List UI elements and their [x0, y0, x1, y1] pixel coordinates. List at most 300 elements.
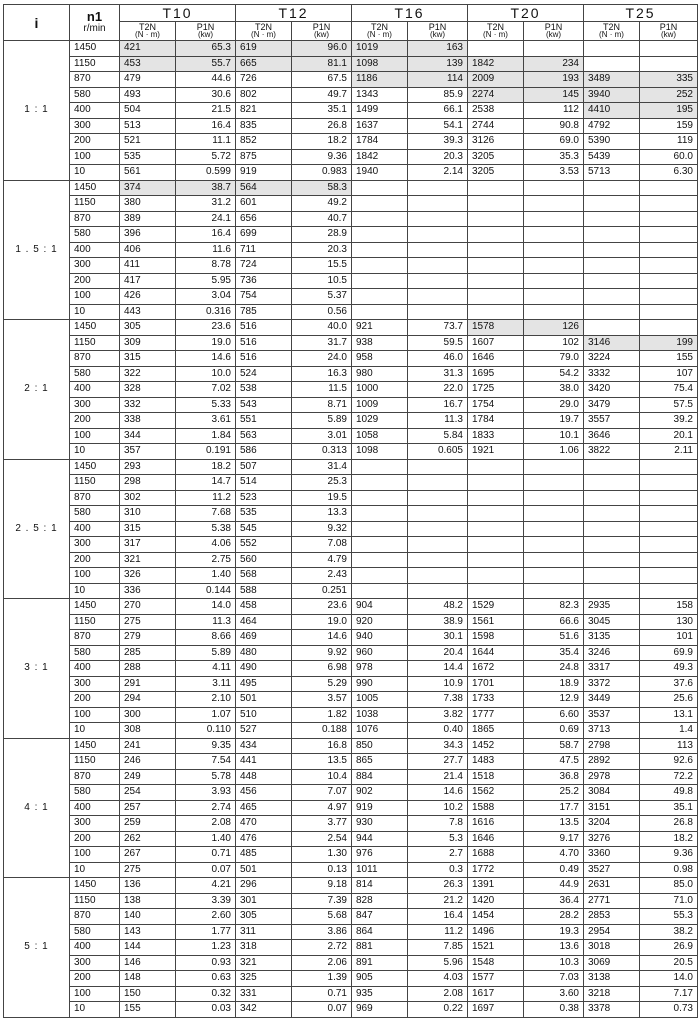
power-cell: 145	[524, 87, 584, 103]
power-cell: 26.8	[640, 816, 698, 832]
power-cell: 155	[640, 351, 698, 367]
torque-cell: 881	[352, 940, 408, 956]
speed-cell: 1150	[70, 335, 120, 351]
power-unit: (kw)	[429, 30, 446, 39]
torque-cell: 1725	[468, 382, 524, 398]
power-cell: 25.3	[292, 475, 352, 491]
power-cell: 0.07	[176, 862, 236, 878]
power-cell: 14.0	[640, 971, 698, 987]
torque-cell: 3537	[584, 707, 640, 723]
table-row	[4, 397, 698, 413]
power-cell: 58.3	[292, 180, 352, 196]
power-cell: 11.2	[408, 924, 468, 940]
power-cell: 28.2	[524, 909, 584, 925]
torque-cell: 270	[120, 599, 176, 615]
torque-cell	[468, 273, 524, 289]
power-cell	[524, 568, 584, 584]
power-unit: (kw)	[197, 30, 214, 39]
torque-cell: 305	[236, 909, 292, 925]
power-cell: 3.93	[176, 785, 236, 801]
power-cell: 82.3	[524, 599, 584, 615]
speed-cell: 580	[70, 366, 120, 382]
power-cell: 10.3	[524, 955, 584, 971]
power-cell: 23.6	[292, 599, 352, 615]
torque-cell: 443	[120, 304, 176, 320]
torque-cell: 552	[236, 537, 292, 553]
torque-cell	[468, 180, 524, 196]
torque-cell: 305	[120, 320, 176, 336]
speed-cell: 1450	[70, 320, 120, 336]
speed-cell: 1150	[70, 614, 120, 630]
table-row	[4, 1002, 698, 1018]
power-cell: 11.1	[176, 134, 236, 150]
table-row	[4, 645, 698, 661]
table-row	[4, 661, 698, 677]
power-cell: 112	[524, 103, 584, 119]
torque-cell: 1695	[468, 366, 524, 382]
power-cell: 85.0	[640, 878, 698, 894]
power-cell: 19.3	[524, 924, 584, 940]
power-cell: 0.144	[176, 583, 236, 599]
torque-cell: 3126	[468, 134, 524, 150]
torque-cell: 296	[236, 878, 292, 894]
power-cell: 31.3	[408, 366, 468, 382]
power-cell: 71.0	[640, 893, 698, 909]
power-cell: 5.84	[408, 428, 468, 444]
torque-cell: 3224	[584, 351, 640, 367]
torque-cell	[584, 180, 640, 196]
power-cell: 1.84	[176, 428, 236, 444]
power-cell: 35.4	[524, 645, 584, 661]
header-row-models	[4, 5, 698, 22]
table-row	[4, 134, 698, 150]
power-cell: 54.2	[524, 366, 584, 382]
torque-cell: 1038	[352, 707, 408, 723]
torque-cell: 560	[236, 552, 292, 568]
torque-cell: 1754	[468, 397, 524, 413]
power-cell	[408, 490, 468, 506]
power-cell: 7.54	[176, 754, 236, 770]
table-row	[4, 490, 698, 506]
speed-cell: 10	[70, 444, 120, 460]
torque-cell: 3151	[584, 800, 640, 816]
torque-unit: (N · m)	[251, 30, 276, 39]
power-cell: 16.8	[292, 738, 352, 754]
speed-cell: 300	[70, 258, 120, 274]
torque-cell: 464	[236, 614, 292, 630]
torque-cell	[584, 568, 640, 584]
power-cell: 4.21	[176, 878, 236, 894]
torque-cell: 1452	[468, 738, 524, 754]
power-cell	[524, 475, 584, 491]
table-row	[4, 242, 698, 258]
power-cell: 2.60	[176, 909, 236, 925]
torque-cell: 978	[352, 661, 408, 677]
torque-cell: 754	[236, 289, 292, 305]
torque-cell: 308	[120, 723, 176, 739]
power-cell: 21.2	[408, 893, 468, 909]
power-cell: 7.39	[292, 893, 352, 909]
torque-cell: 1009	[352, 397, 408, 413]
torque-cell: 136	[120, 878, 176, 894]
speed-cell: 300	[70, 118, 120, 134]
torque-cell: 338	[120, 413, 176, 429]
torque-cell: 275	[120, 862, 176, 878]
torque-cell	[584, 459, 640, 475]
power-cell: 0.71	[176, 847, 236, 863]
torque-cell: 3449	[584, 692, 640, 708]
speed-cell: 580	[70, 924, 120, 940]
power-cell: 9.35	[176, 738, 236, 754]
torque-cell: 1784	[468, 413, 524, 429]
power-cell	[408, 258, 468, 274]
torque-cell: 884	[352, 769, 408, 785]
table-row	[4, 444, 698, 460]
torque-cell: 3205	[468, 165, 524, 181]
power-cell	[640, 242, 698, 258]
torque-cell: 1562	[468, 785, 524, 801]
speed-cell: 1450	[70, 738, 120, 754]
ratio-cell: 3 : 1	[4, 599, 70, 739]
speed-cell: 100	[70, 847, 120, 863]
torque-cell: 448	[236, 769, 292, 785]
torque-cell: 441	[236, 754, 292, 770]
ratio-cell: 1 : 1	[4, 41, 70, 181]
torque-cell: 1616	[468, 816, 524, 832]
power-cell: 31.4	[292, 459, 352, 475]
torque-cell: 326	[120, 568, 176, 584]
torque-cell: 1186	[352, 72, 408, 88]
torque-cell: 726	[236, 72, 292, 88]
torque-cell: 935	[352, 986, 408, 1002]
power-cell	[524, 506, 584, 522]
torque-cell	[468, 211, 524, 227]
torque-cell: 3646	[584, 428, 640, 444]
power-cell: 0.316	[176, 304, 236, 320]
torque-cell: 516	[236, 320, 292, 336]
torque-cell: 516	[236, 335, 292, 351]
power-cell: 4.79	[292, 552, 352, 568]
power-cell	[408, 273, 468, 289]
torque-cell: 1644	[468, 645, 524, 661]
power-cell	[640, 506, 698, 522]
power-cell: 5.38	[176, 521, 236, 537]
torque-cell: 902	[352, 785, 408, 801]
power-cell: 17.7	[524, 800, 584, 816]
torque-cell: 2744	[468, 118, 524, 134]
power-symbol: P1N	[428, 22, 447, 32]
power-cell: 13.3	[292, 506, 352, 522]
torque-cell	[468, 475, 524, 491]
power-cell: 0.13	[292, 862, 352, 878]
table-row	[4, 816, 698, 832]
power-cell: 234	[524, 56, 584, 72]
torque-cell: 802	[236, 87, 292, 103]
power-cell: 2.14	[408, 165, 468, 181]
power-cell	[524, 459, 584, 475]
power-cell: 7.68	[176, 506, 236, 522]
torque-cell: 504	[120, 103, 176, 119]
power-cell: 193	[524, 72, 584, 88]
torque-cell: 852	[236, 134, 292, 150]
power-cell: 92.6	[640, 754, 698, 770]
power-cell: 2.72	[292, 940, 352, 956]
power-cell: 10.4	[292, 769, 352, 785]
torque-unit-header	[120, 22, 176, 41]
torque-cell: 524	[236, 366, 292, 382]
power-cell: 4.11	[176, 661, 236, 677]
torque-cell	[584, 320, 640, 336]
torque-cell	[352, 180, 408, 196]
torque-cell: 155	[120, 1002, 176, 1018]
speed-cell: 10	[70, 583, 120, 599]
power-cell	[408, 568, 468, 584]
torque-cell: 656	[236, 211, 292, 227]
power-symbol: P1N	[659, 22, 678, 32]
torque-unit: (N · m)	[483, 30, 508, 39]
torque-cell	[468, 459, 524, 475]
speed-cell: 1150	[70, 196, 120, 212]
torque-cell	[584, 273, 640, 289]
torque-cell: 3246	[584, 645, 640, 661]
power-cell: 34.3	[408, 738, 468, 754]
torque-cell	[584, 227, 640, 243]
power-cell: 10.0	[176, 366, 236, 382]
speed-cell: 870	[70, 351, 120, 367]
speed-column-header	[70, 5, 120, 41]
power-cell: 9.32	[292, 521, 352, 537]
power-symbol: P1N	[544, 22, 563, 32]
power-unit-header	[292, 22, 352, 41]
table-row	[4, 382, 698, 398]
power-cell	[524, 521, 584, 537]
power-cell: 0.983	[292, 165, 352, 181]
torque-cell: 3479	[584, 397, 640, 413]
torque-cell: 561	[120, 165, 176, 181]
torque-cell	[468, 521, 524, 537]
power-cell: 57.5	[640, 397, 698, 413]
torque-cell: 3372	[584, 676, 640, 692]
power-cell: 10.5	[292, 273, 352, 289]
rating-table-sheet	[3, 4, 698, 1018]
torque-cell: 847	[352, 909, 408, 925]
torque-cell: 465	[236, 800, 292, 816]
speed-cell: 300	[70, 397, 120, 413]
torque-symbol: T2N	[486, 22, 504, 32]
torque-cell	[468, 196, 524, 212]
power-cell	[640, 320, 698, 336]
torque-cell: 1672	[468, 661, 524, 677]
torque-cell: 331	[236, 986, 292, 1002]
table-row	[4, 56, 698, 72]
torque-cell	[352, 459, 408, 475]
speed-cell: 100	[70, 289, 120, 305]
torque-cell	[352, 304, 408, 320]
power-cell	[640, 273, 698, 289]
torque-cell	[468, 506, 524, 522]
power-cell: 139	[408, 56, 468, 72]
torque-cell	[352, 289, 408, 305]
torque-cell	[468, 537, 524, 553]
power-cell: 1.77	[176, 924, 236, 940]
torque-cell: 493	[120, 87, 176, 103]
torque-cell: 736	[236, 273, 292, 289]
torque-cell: 724	[236, 258, 292, 274]
power-cell	[524, 552, 584, 568]
power-cell: 101	[640, 630, 698, 646]
torque-cell: 507	[236, 459, 292, 475]
power-cell: 39.2	[640, 413, 698, 429]
torque-cell: 293	[120, 459, 176, 475]
table-row	[4, 676, 698, 692]
power-cell: 3.39	[176, 893, 236, 909]
power-cell: 3.01	[292, 428, 352, 444]
power-cell	[640, 521, 698, 537]
torque-cell	[584, 41, 640, 57]
power-cell: 119	[640, 134, 698, 150]
speed-cell: 100	[70, 986, 120, 1002]
torque-cell: 785	[236, 304, 292, 320]
torque-cell: 411	[120, 258, 176, 274]
table-row	[4, 506, 698, 522]
power-cell: 7.85	[408, 940, 468, 956]
speed-cell: 400	[70, 242, 120, 258]
power-cell	[408, 180, 468, 196]
torque-cell: 321	[236, 955, 292, 971]
torque-cell: 480	[236, 645, 292, 661]
torque-cell: 1518	[468, 769, 524, 785]
torque-cell: 1865	[468, 723, 524, 739]
ratio-cell: 1 . 5 : 1	[4, 180, 70, 320]
speed-unit: r/min	[83, 22, 106, 34]
torque-cell: 1420	[468, 893, 524, 909]
torque-cell: 458	[236, 599, 292, 615]
power-cell: 30.1	[408, 630, 468, 646]
power-cell: 72.2	[640, 769, 698, 785]
power-cell: 159	[640, 118, 698, 134]
speed-cell: 1150	[70, 754, 120, 770]
table-row	[4, 165, 698, 181]
power-cell: 13.1	[640, 707, 698, 723]
power-cell	[524, 211, 584, 227]
torque-cell: 564	[236, 180, 292, 196]
power-cell: 252	[640, 87, 698, 103]
torque-cell: 396	[120, 227, 176, 243]
torque-cell: 3146	[584, 335, 640, 351]
table-row	[4, 335, 698, 351]
power-cell: 10.1	[524, 428, 584, 444]
torque-cell	[352, 211, 408, 227]
speed-cell: 300	[70, 676, 120, 692]
power-cell: 5.89	[292, 413, 352, 429]
table-row	[4, 304, 698, 320]
power-cell: 5.95	[176, 273, 236, 289]
power-cell: 59.5	[408, 335, 468, 351]
torque-cell: 426	[120, 289, 176, 305]
torque-cell: 1701	[468, 676, 524, 692]
torque-cell	[352, 196, 408, 212]
torque-cell: 279	[120, 630, 176, 646]
speed-cell: 1150	[70, 56, 120, 72]
torque-cell: 421	[120, 41, 176, 57]
power-cell: 49.8	[640, 785, 698, 801]
power-cell: 31.2	[176, 196, 236, 212]
torque-cell: 1058	[352, 428, 408, 444]
torque-cell: 3218	[584, 986, 640, 1002]
torque-cell: 551	[236, 413, 292, 429]
torque-unit: (N · m)	[135, 30, 160, 39]
table-row	[4, 862, 698, 878]
torque-cell: 864	[352, 924, 408, 940]
torque-cell: 246	[120, 754, 176, 770]
torque-cell: 328	[120, 382, 176, 398]
power-cell: 90.8	[524, 118, 584, 134]
torque-cell: 342	[236, 1002, 292, 1018]
torque-cell: 3332	[584, 366, 640, 382]
torque-cell: 1343	[352, 87, 408, 103]
power-cell: 44.9	[524, 878, 584, 894]
torque-cell: 1521	[468, 940, 524, 956]
speed-cell: 10	[70, 165, 120, 181]
torque-cell: 417	[120, 273, 176, 289]
power-cell: 0.93	[176, 955, 236, 971]
torque-cell: 905	[352, 971, 408, 987]
torque-cell: 300	[120, 707, 176, 723]
torque-cell: 990	[352, 676, 408, 692]
torque-cell	[468, 568, 524, 584]
torque-cell	[352, 568, 408, 584]
power-cell: 114	[408, 72, 468, 88]
torque-cell: 344	[120, 428, 176, 444]
model-header-t12: T12	[236, 5, 352, 22]
table-row	[4, 893, 698, 909]
torque-cell: 2853	[584, 909, 640, 925]
power-cell: 2.54	[292, 831, 352, 847]
torque-unit-header	[468, 22, 524, 41]
torque-cell	[352, 552, 408, 568]
model-header-t20: T20	[468, 5, 584, 22]
torque-cell: 317	[120, 537, 176, 553]
table-row	[4, 351, 698, 367]
power-cell: 25.2	[524, 785, 584, 801]
torque-cell: 1483	[468, 754, 524, 770]
torque-cell: 1772	[468, 862, 524, 878]
power-cell: 16.4	[176, 227, 236, 243]
power-cell: 16.4	[176, 118, 236, 134]
power-cell: 1.06	[524, 444, 584, 460]
torque-cell: 3360	[584, 847, 640, 863]
power-cell: 0.98	[640, 862, 698, 878]
speed-cell: 200	[70, 831, 120, 847]
power-cell: 16.4	[408, 909, 468, 925]
power-cell: 21.4	[408, 769, 468, 785]
torque-cell: 586	[236, 444, 292, 460]
power-cell	[640, 475, 698, 491]
torque-cell: 3489	[584, 72, 640, 88]
power-cell: 35.1	[640, 800, 698, 816]
power-cell	[640, 568, 698, 584]
torque-cell: 434	[236, 738, 292, 754]
torque-cell	[584, 537, 640, 553]
power-cell: 113	[640, 738, 698, 754]
power-cell: 6.60	[524, 707, 584, 723]
power-cell	[408, 211, 468, 227]
speed-cell: 400	[70, 940, 120, 956]
torque-cell: 510	[236, 707, 292, 723]
speed-cell: 870	[70, 630, 120, 646]
power-cell	[408, 227, 468, 243]
table-row	[4, 738, 698, 754]
